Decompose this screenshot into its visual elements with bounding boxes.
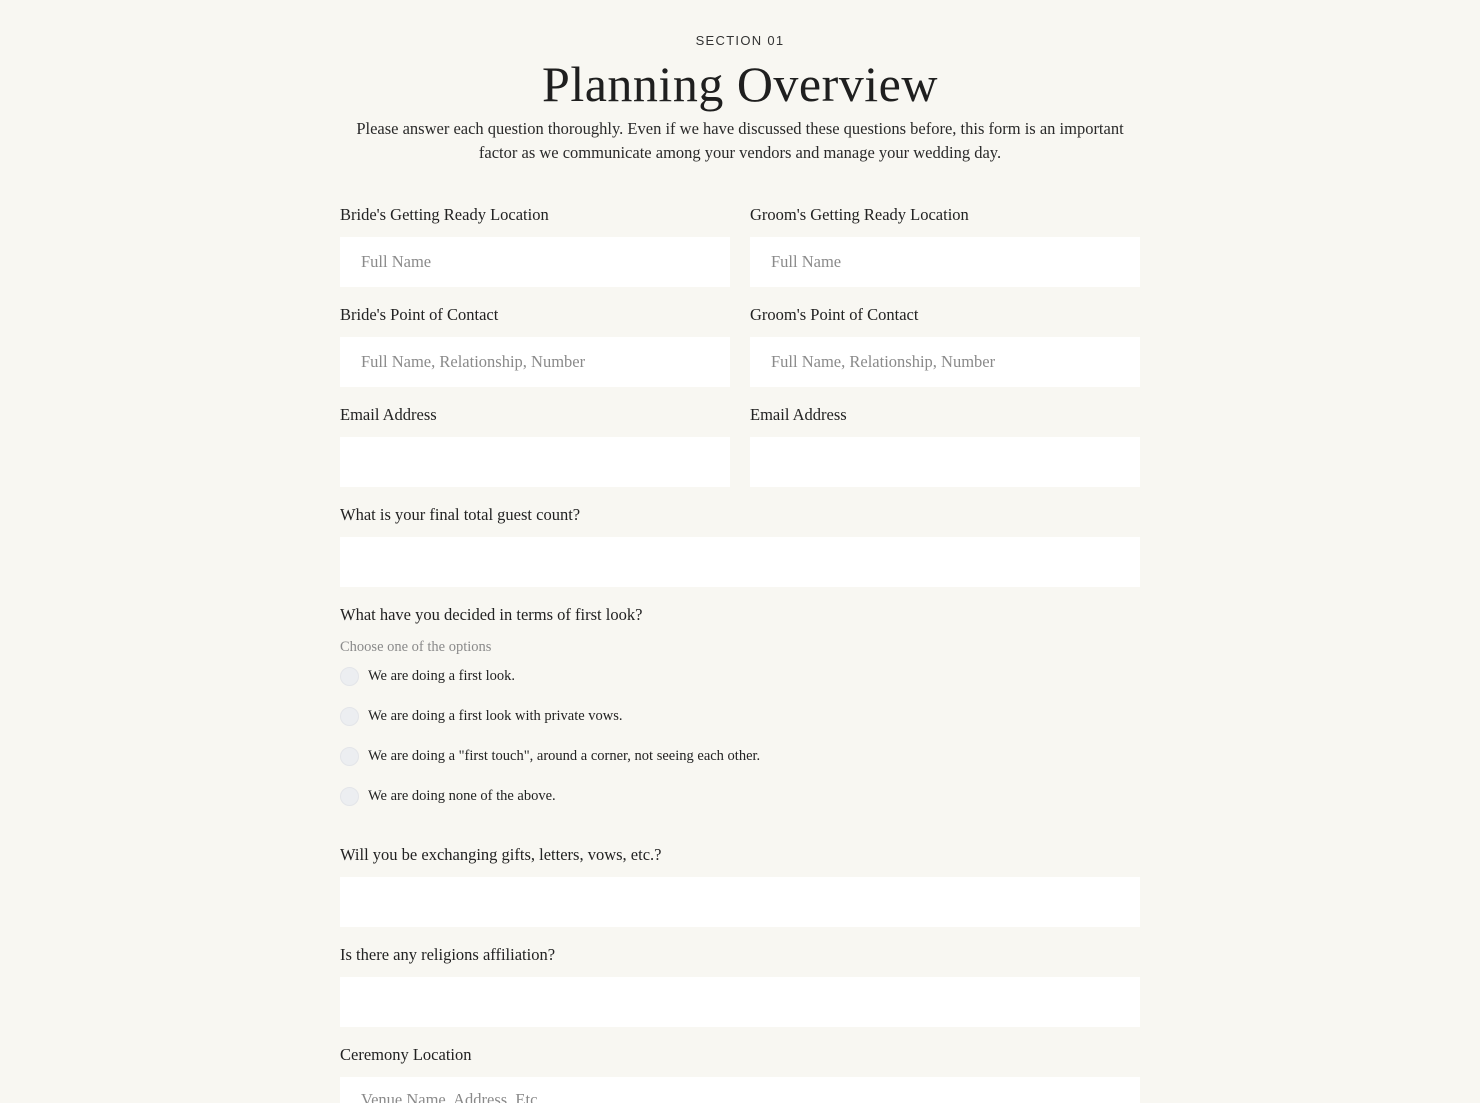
gifts-label: Will you be exchanging gifts, letters, vows, etc.? [340,845,662,864]
bride-contact-label: Bride's Point of Contact [340,305,499,324]
groom-email-label: Email Address [750,405,847,424]
gifts-input[interactable] [340,877,1140,927]
first-look-option-2[interactable] [340,705,623,727]
bride-email-input[interactable] [340,437,730,487]
first-look-option-label: We are doing a "first touch", around a corner, not seeing each other. [368,748,761,764]
first-look-option-label: We are doing a first look with private vows. [368,708,623,724]
guest-count-label: What is your final total guest count? [340,505,581,524]
radio-circle-icon[interactable] [340,787,359,806]
groom-email-input[interactable] [750,437,1140,487]
first-look-label: What have you decided in terms of first look? [340,605,643,624]
ceremony-location-label: Ceremony Location [340,1045,472,1064]
bride-location-label: Bride's Getting Ready Location [340,205,549,224]
first-look-option-4[interactable] [340,785,556,807]
first-look-option-3[interactable] [340,745,760,767]
first-look-option-label: We are doing none of the above. [368,788,556,804]
groom-location-input[interactable] [750,237,1140,287]
guest-count-input[interactable] [340,537,1140,587]
groom-contact-input[interactable] [750,337,1140,387]
radio-circle-icon[interactable] [340,747,359,766]
religion-input[interactable] [340,977,1140,1027]
bride-email-label: Email Address [340,405,437,424]
intro-text: Please answer each question thoroughly. Even if we have discussed these questions before, this form is an important factor as we communicate among your vendors and manage your wedding day. [356,119,1124,162]
ceremony-location-input[interactable] [340,1077,1140,1103]
bride-location-input[interactable] [340,237,730,287]
first-look-option-1[interactable] [340,665,515,687]
religion-label: Is there any religions affiliation? [340,945,556,964]
page-title: Planning Overview [542,56,938,112]
groom-contact-label: Groom's Point of Contact [750,305,919,324]
bride-contact-input[interactable] [340,337,730,387]
radio-circle-icon[interactable] [340,707,359,726]
first-look-option-label: We are doing a first look. [368,668,516,684]
radio-circle-icon[interactable] [340,667,359,686]
section-eyebrow: SECTION 01 [695,33,785,48]
first-look-helper: Choose one of the options [340,639,492,655]
groom-location-label: Groom's Getting Ready Location [750,205,969,224]
